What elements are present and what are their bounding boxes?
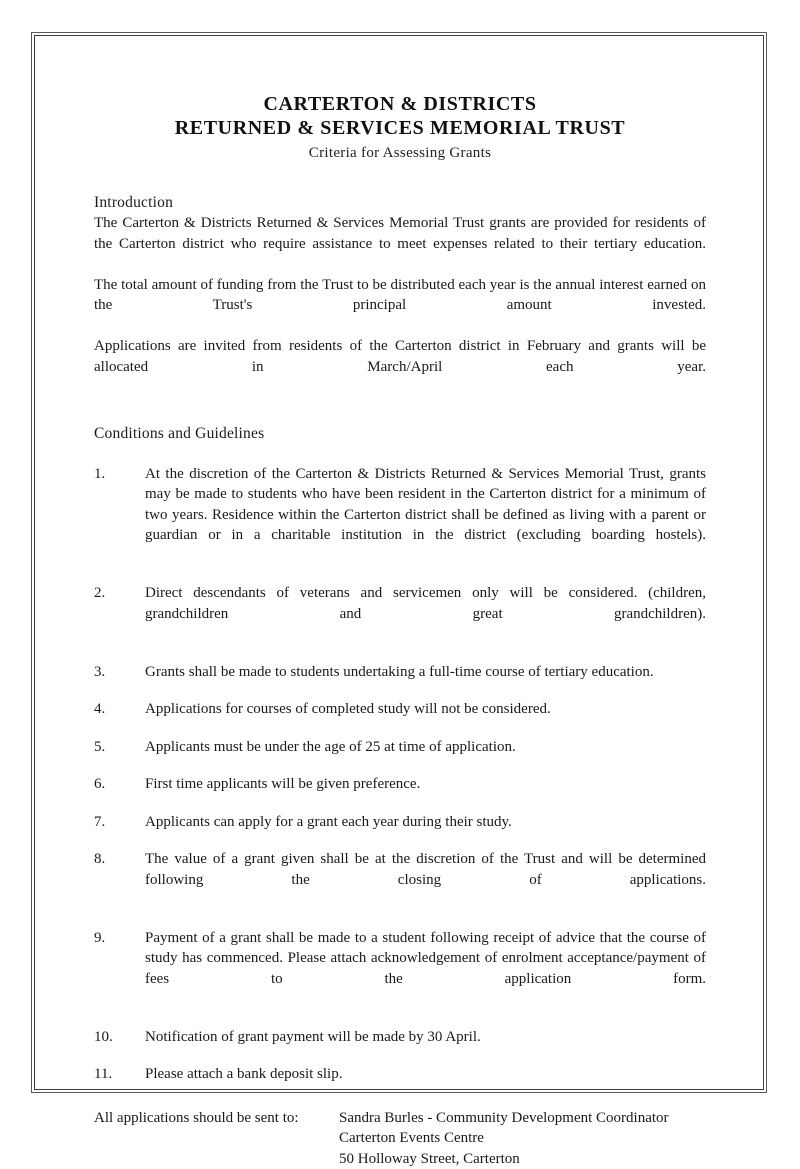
document-title-line-1: CARTERTON & DISTRICTS <box>263 93 536 115</box>
clause-number: 6. <box>94 774 145 795</box>
clause-text: Applicants can apply for a grant each year during their study. <box>145 812 706 833</box>
clause-number: 3. <box>94 662 145 683</box>
clause-number: 2. <box>94 583 145 604</box>
clause-text: At the discretion of the Carterton & Districts Returned & Services Memorial Trust, grants may be made to students who have been resident in the Carterton district for a minimum of two years. Residence within the Carterton district shall be defined as living with a parent or guardian or in a charitable institution in the district (excluding boarding hostels). <box>145 464 706 567</box>
document-title-line-2: RETURNED & SERVICES MEMORIAL TRUST <box>94 116 706 140</box>
introduction-body <box>94 213 706 398</box>
contact-address <box>339 1108 706 1169</box>
clause-number: 4. <box>94 699 145 720</box>
clause-number: 1. <box>94 464 145 485</box>
clause-text: Applicants must be under the age of 25 at time of application. <box>145 737 706 758</box>
clause-number: 11. <box>94 1064 145 1085</box>
clause-text: Grants shall be made to students undertaking a full-time course of tertiary education. <box>145 662 706 683</box>
clause-number: 7. <box>94 812 145 833</box>
contact-address-line-2: Carterton Events Centre <box>339 1128 706 1149</box>
clause-item <box>94 849 706 911</box>
contact-address-line-1: Sandra Burles - Community Development Coordinator <box>339 1108 706 1129</box>
introduction-paragraph: The Carterton & Districts Returned & Services Memorial Trust grants are provided for residents of the Carterton district who require assistance to meet expenses related to their tertiary education. <box>94 213 706 275</box>
clause-item <box>94 812 706 833</box>
introduction-heading: Introduction <box>94 193 706 213</box>
clause-text: The value of a grant given shall be at the discretion of the Trust and will be determined following the closing of applications. <box>145 849 706 911</box>
contact-block <box>94 1108 706 1169</box>
clause-item <box>94 583 706 645</box>
introduction-paragraph: Applications are invited from residents of the Carterton district in February and grants will be allocated in March/April each year. <box>94 336 706 398</box>
clause-text: Applications for courses of completed study will not be considered. <box>145 699 706 720</box>
clause-item <box>94 737 706 758</box>
clause-text: Please attach a bank deposit slip. <box>145 1064 706 1085</box>
document-title <box>94 92 706 140</box>
clause-item <box>94 464 706 567</box>
conditions-heading: Conditions and Guidelines <box>94 424 706 444</box>
document-subtitle: Criteria for Assessing Grants <box>94 143 706 163</box>
clause-item <box>94 928 706 1010</box>
document-content <box>94 92 706 1169</box>
clause-text: Direct descendants of veterans and servicemen only will be considered. (children, grandchildren and great grandchildren). <box>145 583 706 645</box>
clause-text: First time applicants will be given preference. <box>145 774 706 795</box>
clause-number: 9. <box>94 928 145 949</box>
clause-item <box>94 662 706 683</box>
contact-address-line-3: 50 Holloway Street, Carterton <box>339 1149 706 1169</box>
conditions-list <box>94 464 706 1085</box>
clause-number: 10. <box>94 1027 145 1048</box>
introduction-paragraph: The total amount of funding from the Trust to be distributed each year is the annual interest earned on the Trust's principal amount invested. <box>94 275 706 337</box>
clause-item <box>94 1027 706 1048</box>
clause-number: 8. <box>94 849 145 870</box>
clause-item <box>94 699 706 720</box>
clause-text: Payment of a grant shall be made to a student following receipt of advice that the course of study has commenced. Please attach acknowledgement of enrolment acceptance/payment of fees to the application form. <box>145 928 706 1010</box>
clause-item <box>94 774 706 795</box>
clause-number: 5. <box>94 737 145 758</box>
clause-item <box>94 1064 706 1085</box>
clause-text: Notification of grant payment will be made by 30 April. <box>145 1027 706 1048</box>
contact-label: All applications should be sent to: <box>94 1108 339 1129</box>
